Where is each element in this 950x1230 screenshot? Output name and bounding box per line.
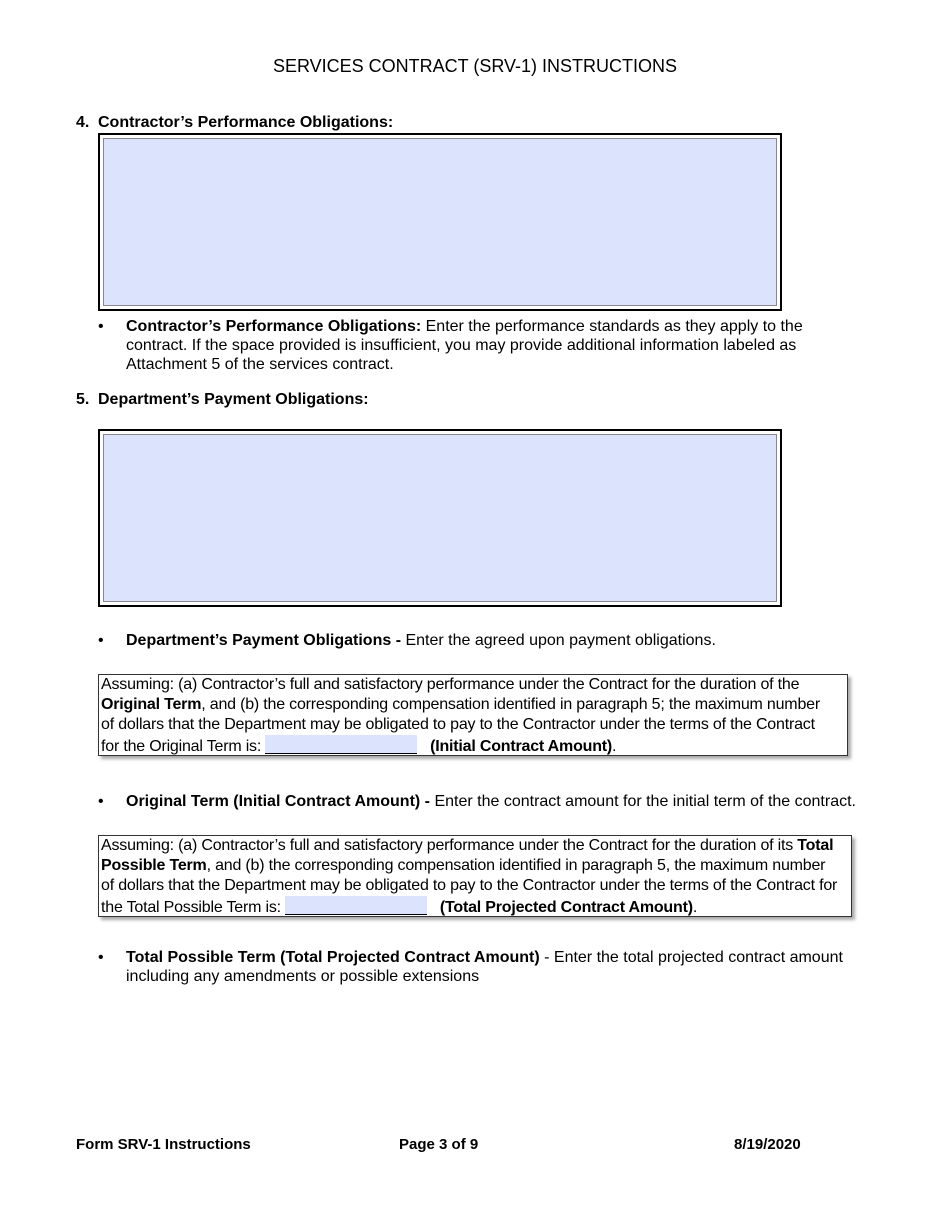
- performance-obligations-field[interactable]: [98, 133, 782, 311]
- total-projected-amount-box: [98, 835, 852, 917]
- bullet-text: Enter the contract amount for the initial term of the contract.: [430, 793, 856, 810]
- payment-obligations-bullet: [98, 631, 858, 651]
- bullet-bold: Department’s Payment Obligations -: [126, 632, 402, 649]
- bullet-text: Enter the agreed upon payment obligations.: [401, 632, 716, 649]
- box-text: Assuming: (a) Contractor’s full and satisfactory performance under the Contract for the duration of its: [101, 837, 798, 854]
- bullet-text-line3: Attachment 5 of the services contract.: [126, 356, 394, 373]
- payment-obligations-field[interactable]: [98, 429, 782, 607]
- bullet-text-line2: contract. If the space provided is insufficient, you may provide additional information labeled as: [126, 337, 797, 354]
- box-bold: (Total Projected Contract Amount): [439, 899, 693, 916]
- box-bold: Total: [797, 837, 834, 854]
- initial-contract-amount-input[interactable]: [265, 735, 417, 754]
- bullet-bold: Contractor’s Performance Obligations:: [126, 318, 422, 335]
- page-title: SERVICES CONTRACT (SRV-1) INSTRUCTIONS: [272, 56, 678, 76]
- section-4-number: 4.: [76, 114, 90, 131]
- bullet-dot: •: [98, 318, 104, 335]
- box-line: of dollars that the Department may be obligated to pay to the Contractor under the terms of the Contract: [101, 716, 815, 733]
- box-bold: Original Term: [101, 696, 202, 713]
- section-5-heading: [76, 391, 369, 409]
- section-5-number: 5.: [76, 391, 90, 408]
- bullet-text-line2: including any amendments or possible extensions: [126, 968, 480, 985]
- bullet-dot: •: [98, 793, 104, 810]
- performance-obligations-bullet: [98, 317, 858, 377]
- total-possible-term-bullet: [98, 948, 898, 988]
- box-bold: Possible Term: [101, 857, 207, 874]
- box-text: , and (b) the corresponding compensation identified in paragraph 5; the maximum number: [201, 696, 820, 713]
- box-text: the Total Possible Term is:: [101, 899, 286, 916]
- box-line: of dollars that the Department may be obligated to pay to the Contractor under the terms of the Contract for: [101, 877, 838, 894]
- box-text: .: [692, 899, 698, 916]
- bullet-dot: •: [98, 632, 104, 649]
- box-line: Assuming: (a) Contractor’s full and satisfactory performance under the Contract for the duration of the: [101, 676, 800, 693]
- bullet-dot: •: [98, 949, 104, 966]
- section-5-title: Department’s Payment Obligations:: [98, 391, 369, 408]
- footer-form-name: Form SRV-1 Instructions: [76, 1136, 251, 1153]
- section-4-title: Contractor’s Performance Obligations:: [98, 114, 394, 131]
- original-term-bullet: [98, 792, 898, 812]
- bullet-text: - Enter the total projected contract amount: [539, 949, 843, 966]
- total-projected-amount-input[interactable]: [285, 896, 427, 915]
- initial-contract-amount-box: [98, 674, 848, 756]
- footer-date: 8/19/2020: [734, 1136, 801, 1153]
- box-text: , and (b) the corresponding compensation identified in paragraph 5, the maximum number: [206, 857, 826, 874]
- bullet-text: Enter the performance standards as they apply to the: [421, 318, 803, 335]
- bullet-bold: Total Possible Term (Total Projected Contract Amount): [126, 949, 540, 966]
- footer-page-number: Page 3 of 9: [399, 1136, 479, 1153]
- section-4-heading: [76, 114, 393, 132]
- box-text: .: [612, 738, 617, 755]
- box-text: for the Original Term is:: [101, 738, 266, 755]
- box-bold: (Initial Contract Amount): [430, 738, 613, 755]
- bullet-bold: Original Term (Initial Contract Amount) -: [126, 793, 430, 810]
